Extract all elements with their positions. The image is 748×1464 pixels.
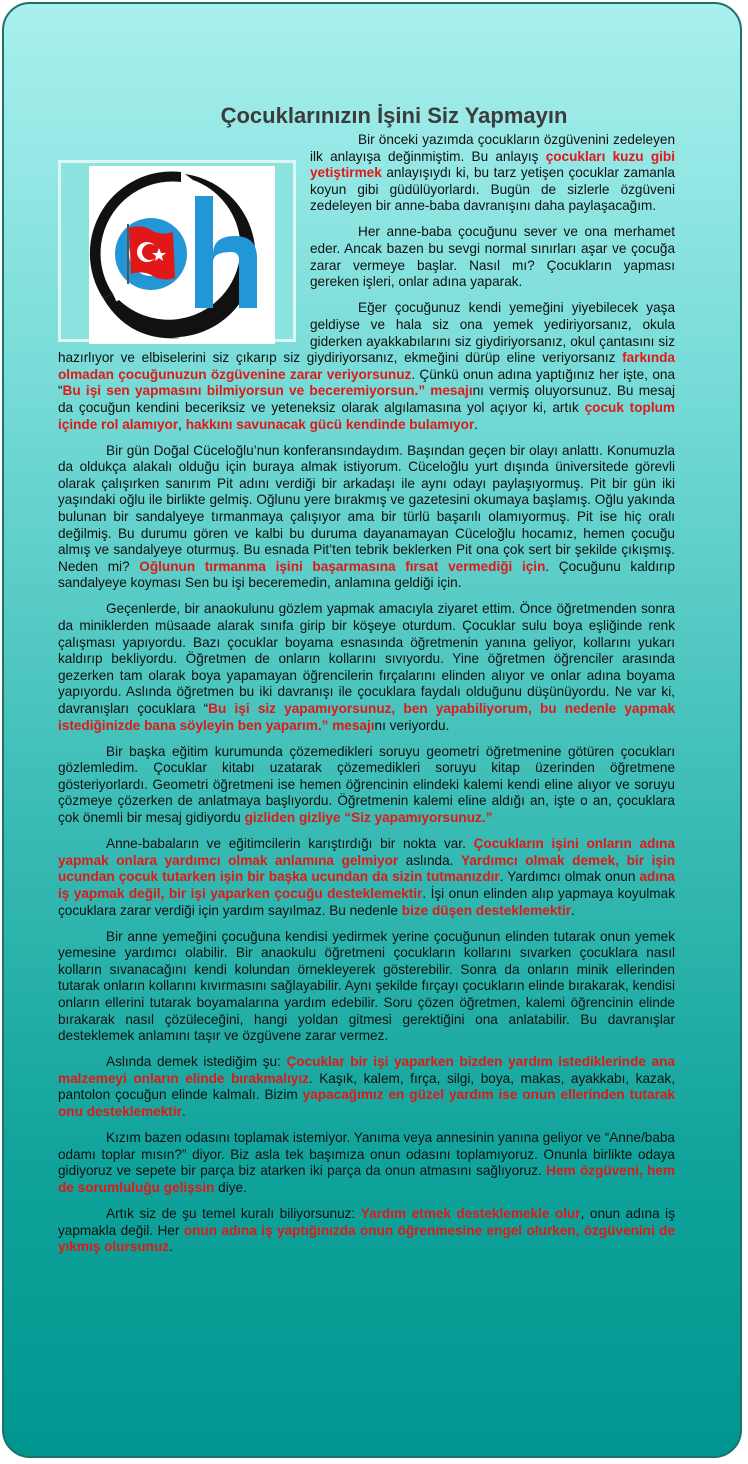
paragraph-7: Anne-babaların ve eğitimcilerin karıştırdığı bir nokta var. Çocukların işini onların adına yapmak onlara yardımcı olmak anlamına gelmiyor aslında. Yardımcı olmak demek, bir işin ucundan çocuk tutarken işin bir başka ucundan da sizin tutmanızdır. Yardımcı olmak onun adına iş yapmak değil, bir işi yaparken çocuğu desteklemektir. İşi onun elinden alıp yapmaya koyulmak çocuklara zarar verdiği için yardım sayılmaz. Bu nedenle bize düşen desteklemektir. <box>58 836 675 918</box>
paragraph-5: Geçenlerde, bir anaokulunu gözlem yapmak amacıyla ziyaret ettim. Önce öğretmenden sonra da miniklerden müsaade alarak sınıfa girip bir köşeye oturdum. Çocuklar sulu boya eşliğinde renk çalışması yapıyordu. Bazı çocuklar boyama esnasında öğretmenin yanına geliyor, kollarını yukarı kaldırıp bekliyordu. Öğretmen de onların kollarını sıvıyordu. Yine öğretmen öğrenciler arasında gezerken tam olarak boya yapamayan öğrencilerin fırçalarını elinden alıyor ve onlar adına boyama yapıyordu. Aslında öğretmen bu iki davranışı ile çocuklara faydalı olduğunu düşünüyordu. Ne var ki, davranışları çocuklara “Bu işi siz yapamıyorsunuz, ben yapabiliyorum, bu nedenle yapmak istediğinizde bana söyleyin ben yaparım.” mesajını veriyordu. <box>58 601 675 733</box>
logo-icon <box>89 166 275 344</box>
page-title: Çocuklarınızın İşini Siz Yapmayın <box>220 102 568 128</box>
paragraph-10: Kızım bazen odasını toplamak istemiyor. Yanıma veya annesinin yanına geliyor ve “Anne/baba odamı toplar mısın?” diyor. Biz asla tek başımıza onun odasını toplamıyoruz. Onunla birlikte odaya gidiyoruz ve sepete bir parça biz atarken iki parça da onun atmasını sağlıyoruz. Hem özgüveni, hem de sorumluluğu gelişsin diye. <box>58 1130 675 1195</box>
paragraph-3: Eğer çocuğunuz kendi yemeğini yiyebilecek yaşa geldiyse ve hala siz ona yemek yediriyorsanız, okula giderken ayakkabılarını siz giydiriyorsanız, okul çantasını siz hazırlıyor ve elbiselerini siz çıkarıp siz giydiriyorsanız, ekmeğini dürüp eline veriyorsanız farkında olmadan çocuğunuzun özgüvenine zarar veriyorsunuz. Çünkü onun adına yaptığınız her işte, ona “Bu işi sen yapmasını bilmiyorsun ve beceremiyorsun.” mesajını vermiş oluyorsunuz. Bu mesaj da çocuğun kendini beceriksiz ve yeteneksiz olarak algılamasına yol açıyor ki, artık çocuk toplum içinde rol alamıyor, hakkını savunacak gücü kendinde bulamıyor. <box>58 300 675 432</box>
paragraph-1: Bir önceki yazımda çocukların özgüvenini zedeleyen ilk anlayışa değinmiştim. Bu anlayış çocukları kuzu gibi yetiştirmek anlayışıydı ki, bu tarz yetişen çocuklar zamanla koyun gibi güdülüyorlardı. Bugün de sizlerle özgüveni zedeleyen bir anne-baba davranışını daha paylaşacağım. <box>310 132 675 214</box>
logo-frame <box>58 160 296 342</box>
paragraph-9: Aslında demek istediğim şu: Çocuklar bir işi yaparken bizden yardım istediklerinde ana malzemeyi onların elinde bırakmalıyız. Kaşık, kalem, fırça, silgi, boya, makas, ayakkabı, kazak, pantolon çocuğun elinde kalmalı. Bizim yapacağımız en güzel yardım ise onun ellerinden tutarak onu desteklemektir. <box>58 1054 675 1120</box>
article-body <box>58 132 675 1265</box>
paragraph-6: Bir başka eğitim kurumunda çözemedikleri soruyu geometri öğretmenine götüren çocukları gözlemledim. Çocuklar kitabı uzatarak çözemedikleri soruyu kitap üzerinden öğretmene gösteriyorlardı. Geometri öğretmeni ise hemen öğrencinin elindeki kalemi kendi eline alıyor ve soruyu çözmeye çözerken de anlatmaya başlıyordu. Öğretmenin kalemi eline aldığı an, işte o an, çocuklara çok önemli bir mesaj gidiyordu gizliden gizliye “Siz yapamıyorsunuz.” <box>58 743 675 826</box>
paragraph-11: Artık siz de şu temel kuralı biliyorsunuz: Yardım etmek desteklemekle olur, onun adına iş yapmakla değil. Her onun adına iş yaptığınızda onun öğrenmesine engel olurken, özgüvenini de yıkmış olursunuz. <box>58 1206 675 1255</box>
paragraph-8: Bir anne yemeğini çocuğuna kendisi yedirmek yerine çocuğunun elinden tutarak onun yemek yemesine yardımcı olabilir. Bir anaokulu öğretmeni çocukların kollarını sıvarken çocuklara nasıl kolların sıvanacağını kendi kolundan örnekleyerek gösterebilir. Sonra da onların minik ellerinden tutarak onların kollarını kıvırmasını sağlayabilir. Aynı şekilde fırçayı çocukların elinde bırakarak, kendisi onların ellerini tutarak boyamalarına yardım edebilir. Soru çözen öğretmen, kalemi öğrencinin elinde bırakarak nasıl çözüleceğini, hangi yoldan gitmesi gerektiğini ona anlatabilir. Bu davranışlar desteklemek anlamını taşır ve özgüvene zarar vermez. <box>58 928 675 1044</box>
paragraph-2: Her anne-baba çocuğunu sever ve ona merhamet eder. Ancak bazen bu sevgi normal sınırları aşar ve çocuğa zarar vermeye başlar. Nasıl mı? Çocukların yapması gereken işleri, onlar adına yaparak. <box>310 224 675 290</box>
paragraph-4: Bir gün Doğal Cüceloğlu’nun konferansındaydım. Başından geçen bir olayı anlattı. Konumuzla da oldukça alakalı olduğu için buraya almak istiyorum. Cüceloğlu yurt dışında üniversitede görevli olarak çalışırken sanırım Pit adını verdiği bir arkadaşı ile aynı odayı paylaşıyormuş. Pit bir gün iki yaşındaki oğlu ile birlikte gelmiş. Oğlunu yere bırakmış ve gazetesini okumaya başlamış. Oğlu yakında bulunan bir sandalyeye tırmanmaya çalışıyor ama bir türlü başarılı olamıyormuş. Pit ise hiç oralı değilmiş. Bu durumu gören ve kalbi bu duruma dayanamayan Cüceloğlu hocamız, hemen çocuğu almış ve sandalyeye oturmuş. Bu esnada Pit’ten tebrik beklerken Pit ona çok sert bir şekilde çıkışmış. Neden mi? Oğlunun tırmanma işini başarmasına fırsat vermediği için. Çocuğunu kaldırıp sandalyeye koyması Sen bu işi beceremedin, anlamına geldiği için. <box>58 442 675 591</box>
